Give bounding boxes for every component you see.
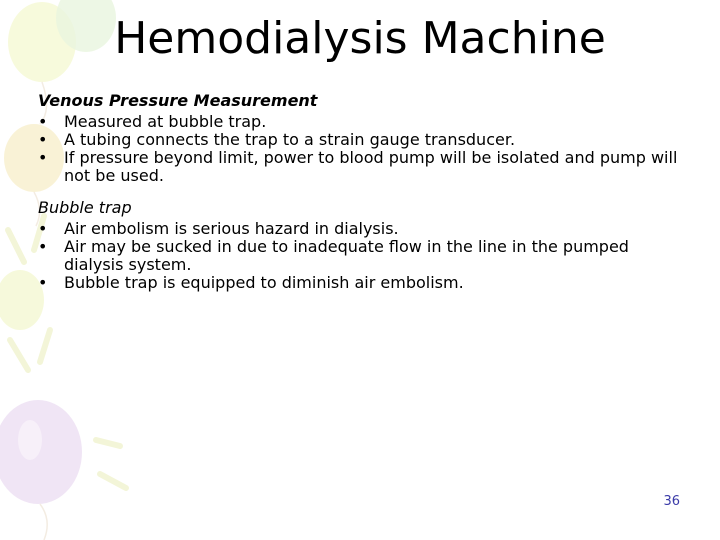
section-bubble-trap (38, 199, 678, 292)
section-heading: Venous Pressure Measurement (38, 91, 318, 110)
bullet-dot: • (38, 130, 48, 149)
bullet-text: Air may be sucked in due to inadequate flow in the line in the pumped dialysis system. (64, 237, 629, 274)
bullet-dot: • (38, 273, 48, 292)
bullet-text: Air embolism is serious hazard in dialysis. (64, 219, 399, 238)
bullet-item (38, 220, 678, 238)
bullet-dot: • (38, 148, 48, 167)
bullet-dot: • (38, 219, 48, 238)
bullet-text: Bubble trap is equipped to diminish air embolism. (64, 273, 464, 292)
balloon-lavender (0, 400, 82, 504)
bullet-dot: • (38, 237, 48, 256)
balloon-highlight (18, 420, 42, 460)
bullet-text: If pressure beyond limit, power to blood pump will be isolated and pump will not be used. (64, 148, 678, 185)
slide-title: Hemodialysis Machine (114, 13, 606, 64)
section-heading: Bubble trap (38, 198, 132, 217)
bullet-item (38, 149, 678, 185)
bullet-item (38, 131, 678, 149)
page-number: 36 (663, 494, 680, 509)
section-venous-pressure (38, 92, 678, 185)
bullet-item (38, 238, 678, 274)
bullet-text: Measured at bubble trap. (64, 112, 267, 131)
slide-body (38, 92, 678, 306)
bullet-text: A tubing connects the trap to a strain gauge transducer. (64, 130, 516, 149)
bullet-item (38, 274, 678, 292)
bullet-dot: • (38, 112, 48, 131)
bullet-item (38, 113, 678, 131)
